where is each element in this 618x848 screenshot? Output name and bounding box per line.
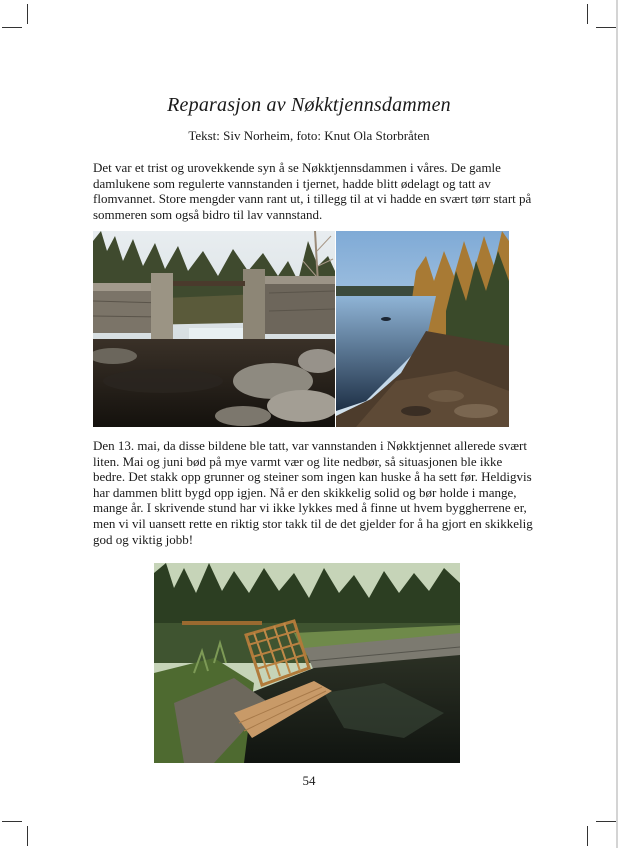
crop-mark-bottom-right-h [596, 821, 616, 822]
photo-broken-dam [93, 231, 335, 427]
photo-low-water-shore [336, 231, 509, 427]
crop-mark-top-right [587, 4, 588, 24]
crop-mark-bottom-right [587, 826, 588, 846]
paragraph-intro: Det var et trist og urovekkende syn å se Nøkktjennsdammen i våres. De gamle damlukene som regulerte vannstanden i tjernet, hadde blitt ødelagt og tatt av flomvannet. Store mengder vann rant ut, i tillegg til at vi hadde en svært tørr start på sommeren som også bidro til lav vannstand. [93, 160, 532, 222]
paragraph-body: Den 13. mai, da disse bildene ble tatt, var vannstanden i Nøkktjennet allerede svært liten. Mai og juni bød på mye varmt vær og lite nedbør, så situasjonen ble ikke bedre. Det stakk opp grunner og steiner som ingen kan huske å ha sett før. Heldigvis har dammen blitt bygd opp igjen. Nå er den skikkelig solid og bør holde i mange, mange år. I skrivende stund har vi ikke lykkes med å finne ut hvem byggherrene er, men vi vil uansett rette en riktig stor takk til de det gjelder for å ha gjort en skikkelig god og viktig jobb! [93, 438, 533, 547]
article-title: Reparasjon av Nøkktjennsdammen [167, 94, 451, 116]
page-number: 54 [302, 773, 316, 788]
article-credit: Tekst: Siv Norheim, foto: Knut Ola Storbråten [188, 128, 430, 143]
crop-mark-top-right-h [596, 27, 616, 28]
crop-mark-top-left-h [2, 27, 22, 28]
photo-rebuilt-dam [154, 563, 460, 763]
crop-mark-bottom-left-h [2, 821, 22, 822]
crop-mark-bottom-left [27, 826, 28, 846]
crop-mark-top-left [27, 4, 28, 24]
